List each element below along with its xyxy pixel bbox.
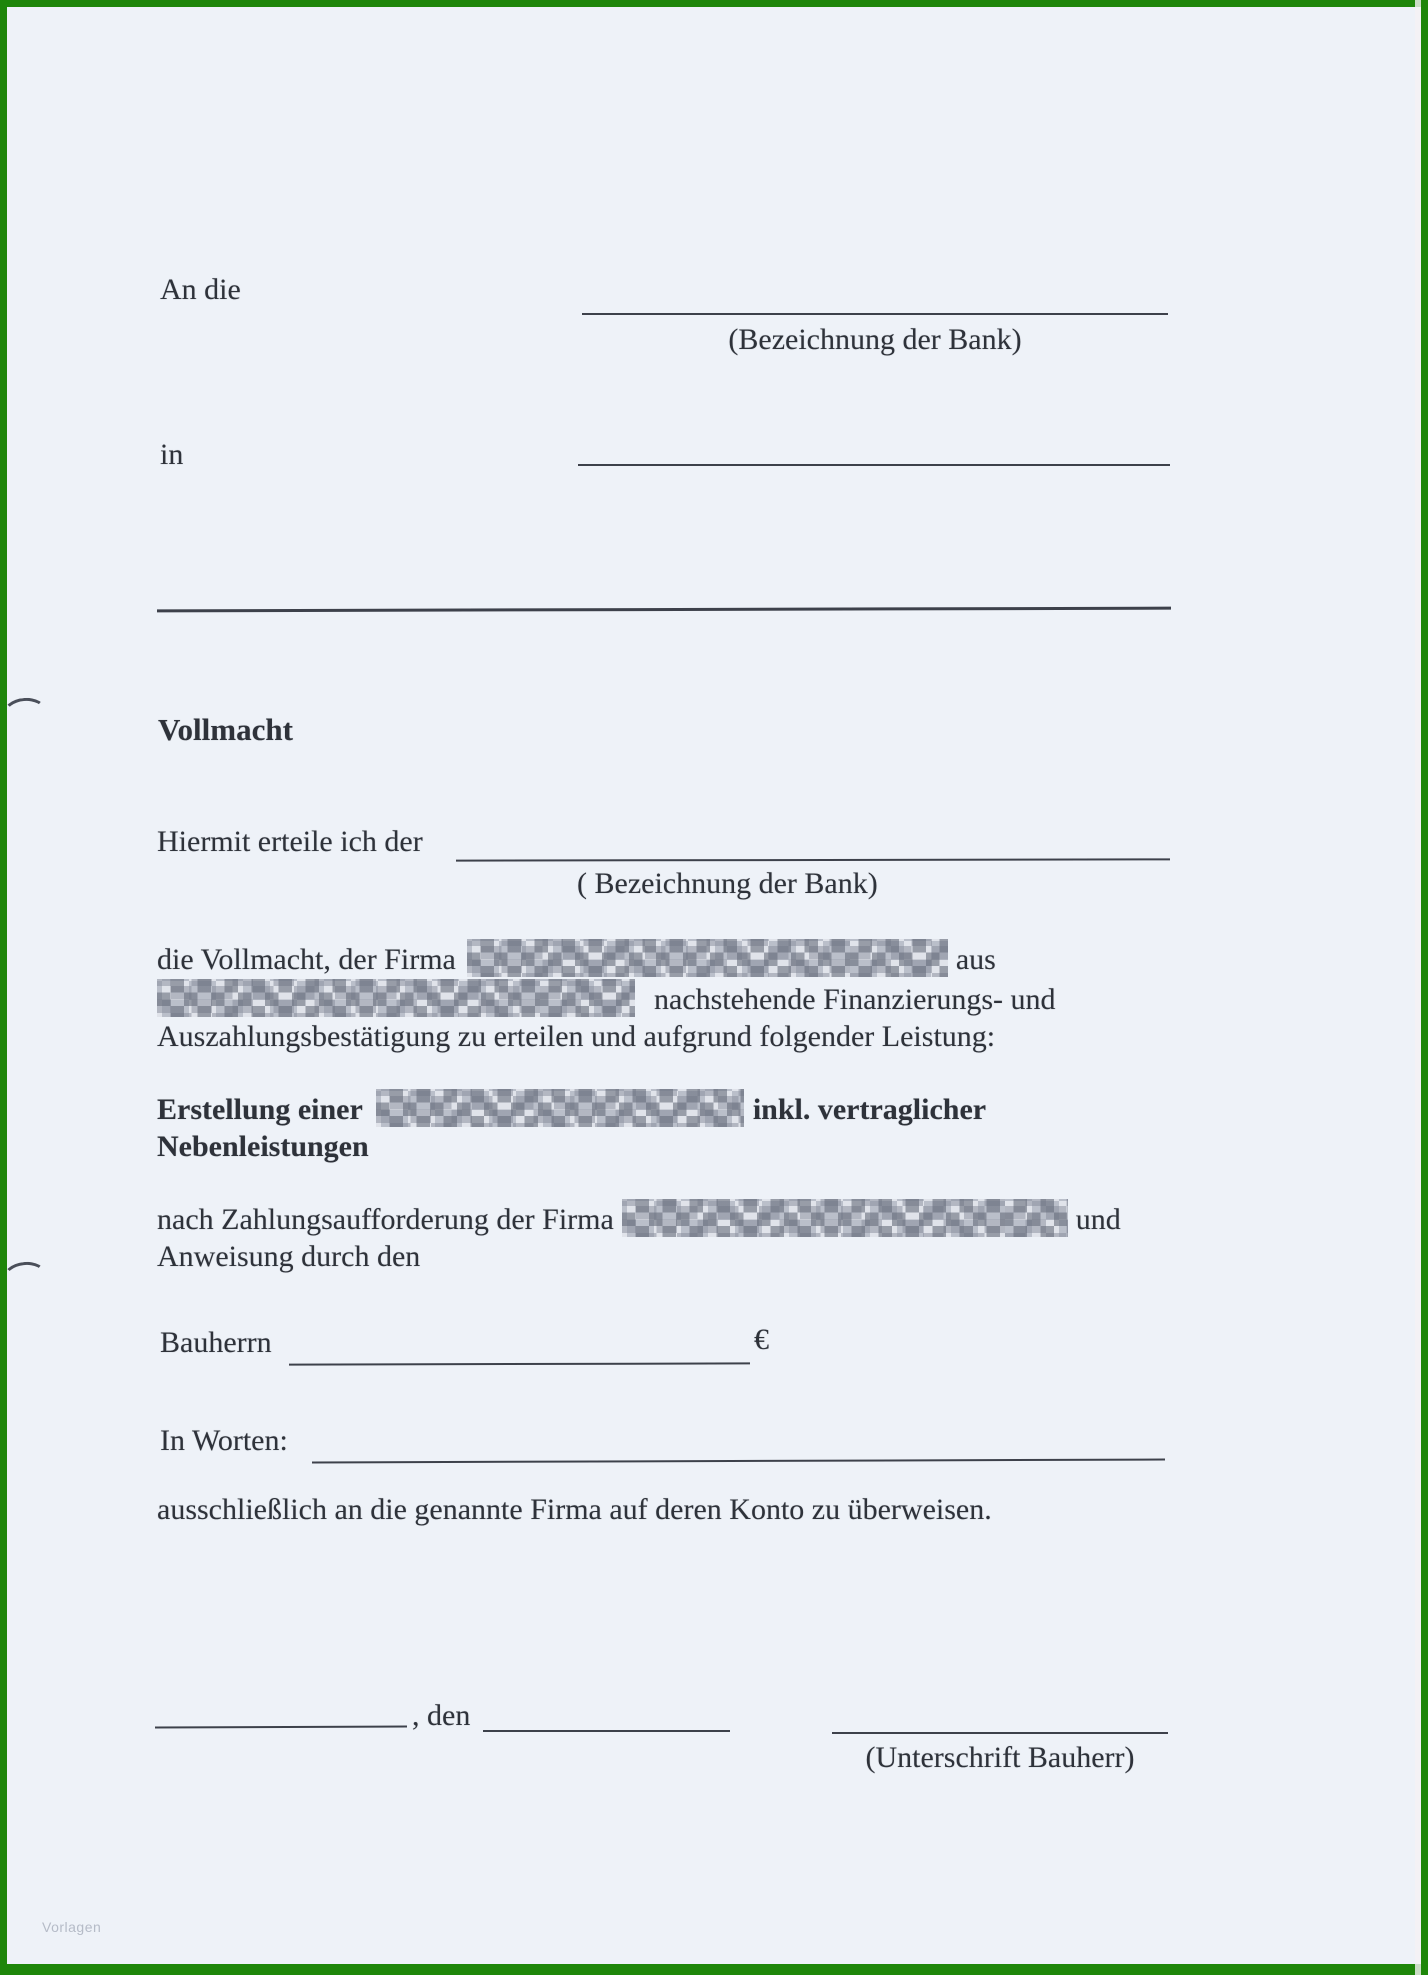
grant-intro: Hiermit erteile ich der xyxy=(157,825,423,858)
euro-symbol: € xyxy=(754,1323,769,1356)
signature-line xyxy=(832,1732,1168,1734)
para2-line2: Anweisung durch den xyxy=(157,1240,421,1273)
para1-line2-post: nachstehende Finanzierungs- und xyxy=(654,983,1056,1016)
date-line xyxy=(483,1730,730,1732)
city-label: in xyxy=(160,438,184,471)
redacted-company-address xyxy=(157,979,635,1017)
para2-line1-pre: nach Zahlungsaufforderung der Firma xyxy=(157,1203,614,1236)
city-line xyxy=(578,464,1170,466)
service-line1-post: inkl. vertraglicher xyxy=(752,1093,987,1126)
para1-line1 xyxy=(157,939,996,978)
grant-bank-caption: ( Bezeichnung der Bank) xyxy=(577,867,878,900)
signature-caption: (Unterschrift Bauherr) xyxy=(865,1741,1135,1774)
amount-label: Bauherrn xyxy=(160,1326,272,1359)
redacted-company-name xyxy=(467,939,948,977)
document-title: Vollmacht xyxy=(158,712,293,747)
service-line1 xyxy=(157,1089,986,1128)
watermark: Vorlagen xyxy=(42,1919,102,1935)
service-line2: Nebenleistungen xyxy=(157,1130,369,1163)
para1-line1-post: aus xyxy=(955,943,996,976)
redacted-company-name-2 xyxy=(622,1199,1068,1237)
redacted-service-description xyxy=(376,1089,744,1127)
para1-line3: Auszahlungsbestätigung zu erteilen und aufgrund folgender Leistung: xyxy=(157,1020,996,1053)
closing-sentence: ausschließlich an die genannte Firma auf deren Konto zu überweisen. xyxy=(157,1493,992,1526)
bank-name-line xyxy=(582,313,1168,315)
recipient-label: An die xyxy=(160,273,241,306)
scan-edge-artifact xyxy=(1415,0,1421,1975)
service-line1-pre: Erstellung einer xyxy=(157,1093,363,1126)
para2-line1 xyxy=(157,1199,1121,1238)
date-label: , den xyxy=(412,1699,471,1732)
para2-line1-post: und xyxy=(1075,1203,1121,1236)
bank-caption: (Bezeichnung der Bank) xyxy=(728,323,1022,356)
para1-line2 xyxy=(157,979,1056,1018)
in-words-label: In Worten: xyxy=(160,1424,288,1457)
para1-line1-pre: die Vollmacht, der Firma xyxy=(157,943,456,976)
